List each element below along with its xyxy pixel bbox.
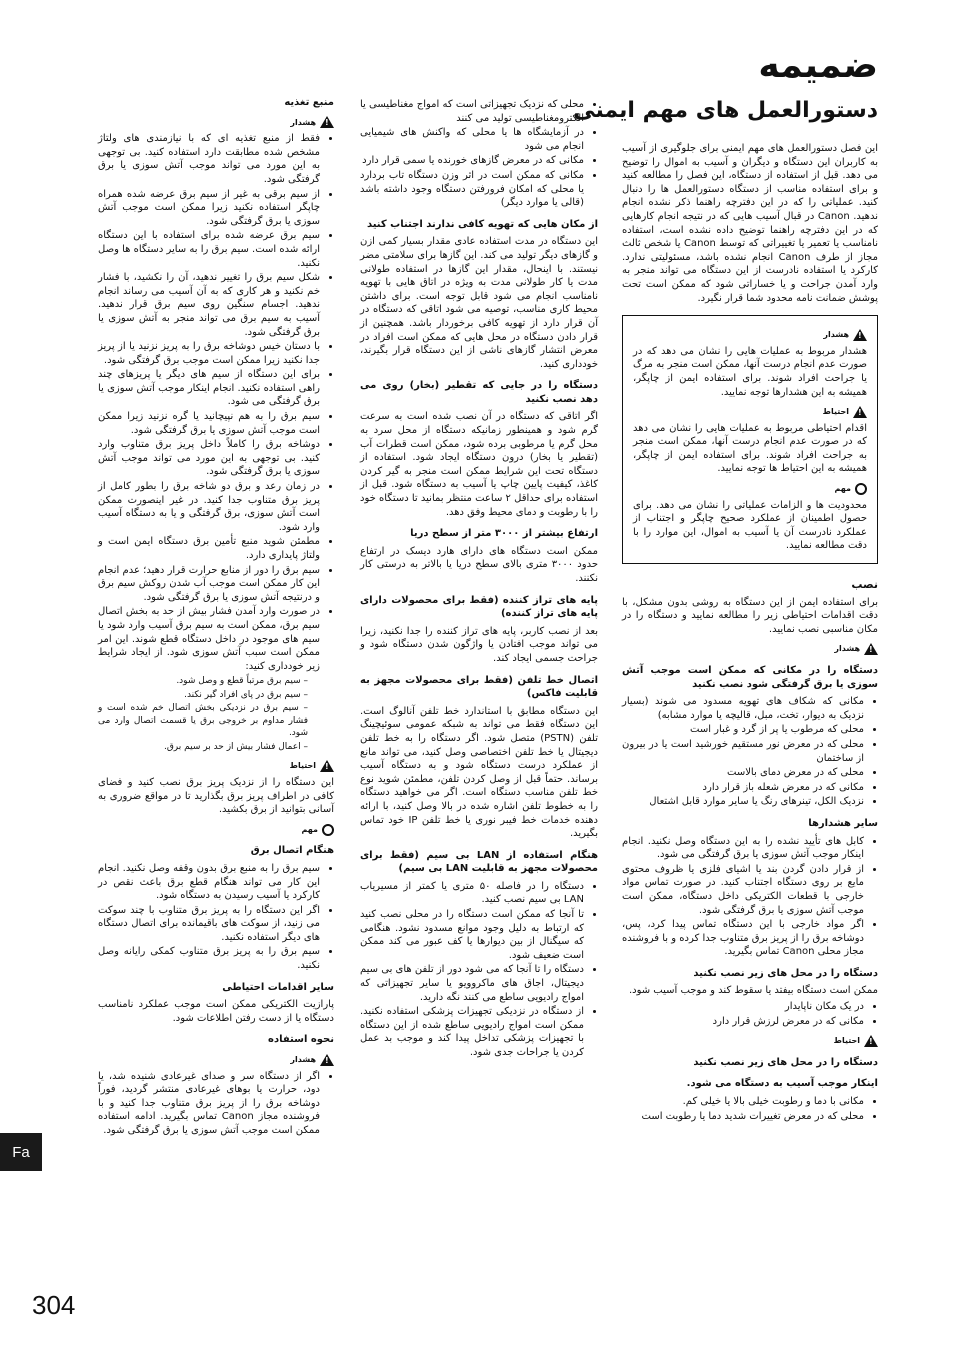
power-sublist	[98, 675, 320, 753]
list-item: • محلی که نزدیک تجهیزاتی است که امواج مغناطیسی یا الکترومغناطیسی تولید می کنند	[360, 98, 584, 125]
warning-icon	[320, 1054, 334, 1066]
list-item: • مکانی که در معرض لرزش قرار دارد	[622, 1015, 864, 1029]
fall-heading: دستگاه را در محل های زیر نصب نکنید	[693, 967, 878, 979]
warning-text: هشدار مربوط به عملیات هایی را نشان می دهد که در صورت عدم انجام درست آنها، ممکن است منجر به مرگ یا جراحت افراد شوند. برای استفاده ایمن از چاپگر، همیشه به این هشدارها توجه نمایید.	[633, 345, 867, 398]
phone-heading: اتصال خط تلفن (فقط برای محصولات مجهز به قابلیت فاکس)	[360, 674, 598, 700]
warning-icon	[320, 116, 334, 128]
caution-tag	[98, 759, 334, 773]
list-item: • با دستان خیس دوشاخه برق را به پریز نزنید یا از پریز جدا نکنید زیرا ممکن است موجب برق گرفتگی شود.	[98, 340, 320, 367]
location-list	[360, 98, 598, 210]
list-item: • محلی که در معرض تغییرات شدید دما یا رطوبت است	[622, 1110, 864, 1124]
power-heading: منبع تغذیه	[284, 97, 334, 108]
damage-heading: دستگاه را در محل های زیر نصب نکنید	[693, 1056, 878, 1068]
important-label: مهم	[301, 824, 318, 834]
list-item	[98, 605, 320, 753]
sub-item: – سیم برق مرتباً قطع و وصل شود.	[98, 675, 308, 688]
list-item: • سیم برق را به هم نپیچانید یا گره نزنید زیرا ممکن است موجب آتش سوزی یا برق گرفتگی شود.	[98, 410, 320, 437]
list-item: • تا آنجا که ممکن است دستگاه را در محلی نصب کنید که ارتباط به دلیل وجود موانع مسدود نشود. هنگامی که سیگنال از بین دیوارها یا کف عبور می کند ممکن است ضعیف شود.	[360, 908, 584, 962]
connect-list	[98, 862, 334, 973]
phone-text: این دستگاه مطابق با استاندارد خط تلفن آنالوگ است. این دستگاه فقط می تواند به شبکه عمومی سوئیچینگ تلفن (PSTN) متصل شود. اگر دستگاه را به خط تلفن دیجیتال یا خط تلفن اختصاصی وصل کنید، می تواند مانع از عملکرد درست دستگاه شود و به دستگاه آسیب برساند. حتماً قبل از وصل کردن تلفن، مطمئن شوید نوع خط تلفن مناسب دستگاه است. اگر می خواهید دستگاه را به خطوط تلفن اشاره شده در بالا وصل کنید، با ارائه دهنده خدمات خط فیبر نوری یا خط تلفن IP خود تماس بگیرید.	[360, 705, 599, 840]
list-item: • از قرار دادن گردن بند یا اشیای فلزی یا ظروف محتوی مایع بر روی دستگاه اجتناب کنید. در صورت تماس مواد خارجی با قطعات الکتریکی داخل دستگاه، ممکن است موجب آتش سوزی یا برق گرفتگی شود.	[622, 863, 864, 917]
connect-heading: هنگام اتصال برق	[250, 845, 334, 857]
caution-label: احتیاط	[289, 761, 316, 771]
warning-label: هشدار	[290, 117, 316, 127]
caution-label: احتیاط	[822, 407, 849, 417]
list-item: • نزدیک الکل، تینرهای رنگ یا سایر موارد قابل اشتعال	[622, 795, 864, 809]
damage-subheading: اینکار موجب آسیب به دستگاه می شود.	[686, 1078, 878, 1090]
fire-list	[622, 695, 878, 809]
feet-heading: پایه های تراز کننده (فقط برای محصولات دارای پایه های تراز کننده)	[360, 594, 598, 620]
right-column	[622, 142, 878, 1129]
lan-list	[360, 880, 598, 1060]
list-item: • محلی که در معرض دمای بالاست	[622, 766, 864, 780]
warning-icon	[864, 643, 878, 655]
list-item: • سیم برق را به منبع برق بدون وقفه وصل نکنید. انجام این کار می تواند هنگام قطع برق باعث نقص در کارکرد یا آسیب رسیدن به دستگاه شود.	[98, 862, 320, 903]
warning-label: هشدار	[834, 644, 860, 654]
sub-item: – سیم برق در پای افراد گیر نکند.	[98, 689, 308, 702]
fire-heading: دستگاه را در مکانی که ممکن است موجب آتش سوزی یا برق گرفتگی شود نصب نکنید	[622, 665, 878, 690]
list-item: • برای این دستگاه از سیم های دیگر یا پریزهای چند راهی استفاده نکنید. انجام اینکار موجب آتش سوزی یا برق گرفتگی می شود.	[98, 368, 320, 409]
power-caution-text: این دستگاه را از نزدیک پریز برق نصب کنید و فضای کافی در اطراف پریز برق بگذارید تا در مواقع ضروری به آسانی بتوانید از برق بکشید.	[98, 776, 334, 816]
list-item: • مطمئن شوید منبع تأمین برق دستگاه ایمن است و ولتاژ پایداری دارد.	[98, 535, 320, 562]
install-heading: نصب	[851, 578, 878, 592]
warning-tag	[622, 642, 878, 656]
warning-tag	[98, 1053, 334, 1067]
important-icon	[322, 824, 334, 836]
list-item: • دستگاه را تا آنجا که می شود دور از تلفن های بی سیم دیجیتال، اجاق های ماکروویو یا سایر تجهیزاتی که امواج رادیویی ساطع می کنند نگه دارید.	[360, 963, 584, 1004]
power-list	[98, 132, 334, 753]
list-item: • از دستگاه در نزدیکی تجهیزات پزشکی استفاده نکنید. ممکن است امواج رادیویی ساطع شده از این دستگاه با تجهیزات پزشکی تداخل پیدا کند و موجب بد عمل کردن یا جراحات جدی شود.	[360, 1005, 584, 1059]
list-item: • اگر از دستگاه سر و صدای غیرعادی شنیده شد، یا دود، حرارت یا بوهای غیرعادی منتشر گردید، فوراً دوشاخه برق را از پریز برق متناوب جدا کنید و با فروشنده مجاز Canon تماس بگیرید. ادامه استفاده ممکن است موجب آتش سوزی یا برق گرفتگی شود.	[98, 1070, 320, 1138]
caution-icon	[320, 760, 334, 772]
condensation-text: اگر اتاقی که دستگاه در آن نصب شده است به سرعت گرم شود و همینطور زمانیکه دستگاه از محل سرد به محل گرم یا مرطوبی برده شود، ممکن است قطرات آب (تقطیر یا بخار) درون دستگاه ایجاد شود. استفاده از دستگاه تحت این شرایط ممکن است منجر به گیر کردن کاغذ، کیفیت پایین چاپ یا آسیب به دستگاه شود. قبل از استفاده برای حداقل ۲ ساعت منتظر بمانید تا دستگاه خود را با رطوبت و دمای محیط وفق دهد.	[360, 411, 598, 518]
list-item: • مکانی که در معرض شعله باز قرار دارد	[622, 781, 864, 795]
list-item: • در آزمایشگاه ها یا محلی که واکنش های شیمیایی انجام می شود	[360, 126, 584, 153]
list-item: • مکانی که شکاف های تهویه مسدود می شوند (بسیار نزدیک به دیوار، تخت، مبل، قالیچه یا موارد مشابه)	[622, 695, 864, 722]
warning-label: هشدار	[290, 1055, 316, 1065]
warning-label: هشدار	[823, 330, 849, 340]
caution-tag	[622, 1034, 878, 1048]
intro-text: این فصل دستورالعمل های مهم ایمنی برای جلوگیری از آسیب به کاربران این دستگاه و دیگران و آسیب به اموال را توضیح می دهد. قبل از استفاده از دستگاه، این فصل را مطالعه کنید و برای استفاده مناسب از دستگاه دستورالعمل ها را دنبال کنید. عملیاتی را که در این دفترچه راهنما ذکر نشده انجام ندهید. Canon در قبال آسیب هایی که در نتیجه انجام کارهایی که در این دفترچه راهنما توضیح داده نشده است، استفاده نامناسب یا تعمیر یا تغییراتی که توسط Canon یا شخص ثالث مجاز از طرف Canon انجام نشده باشد، مسئولیتی ندارد. کارکرد یا استفاده نادرست از این دستگاه می تواند منجر به وارد آمدن جراحت و یا خساراتی شود که ممکن است تحت پوشش ضمانت نامه محدود شما قرار نگیرد.	[622, 143, 878, 304]
important-label: مهم	[834, 484, 851, 494]
sub-item: – سیم برق در نزدیکی بخش اتصال خم شده است و فشار مداوم بر خروجی برق یا قسمت اتصال وارد می شود.	[98, 702, 308, 740]
vent-heading: از مکان هایی که تهویه کافی ندارند اجتناب کنید	[366, 218, 598, 230]
warning-icon	[853, 329, 867, 341]
caution-label: احتیاط	[833, 1036, 860, 1046]
warning-tag	[633, 328, 867, 342]
page-number: 304	[32, 1290, 76, 1320]
list-item: • شکل سیم برق را تغییر ندهید، آن را نکشید، با فشار خم نکنید و هر کاری که به آن آسیب می رساند انجام ندهید. اجسام سنگین روی سیم برق قرار ندهید. آسیب به سیم برق می تواند منجر به آتش سوزی یا برق گرفتگی شود.	[98, 271, 320, 339]
handling-list	[98, 1070, 334, 1138]
other-heading: سایر هشدارها	[808, 817, 878, 829]
list-item: • سیم برق عرضه شده برای استفاده با این دستگاه ارائه شده است. سیم برق را به سایر دستگاه ها وصل نکنید.	[98, 229, 320, 270]
list-item: • دوشاخه برق را کاملاً داخل پریز برق متناوب وارد کنید. بی توجهی به این مورد می تواند موجب آتش سوزی یا برق گرفتگی شود.	[98, 438, 320, 479]
list-item: • دستگاه را در فاصله ۵۰ متری یا کمتر از مسیریاب LAN بی سیم نصب کنید.	[360, 880, 584, 907]
list-item: • مکانی که در معرض گازهای خورنده یا سمی قرار دارد	[360, 154, 584, 168]
caution-icon	[853, 406, 867, 418]
caution-icon	[864, 1035, 878, 1047]
page-title: ضمیمه	[758, 45, 878, 86]
misc-heading: سایر اقدامات احتیاطی	[222, 981, 334, 993]
important-tag	[633, 482, 867, 496]
list-item: • از سیم برقی به غیر از سیم برق عرضه شده همراه چاپگر استفاده نکنید زیرا ممکن است موجب آتش سوزی یا برق گرفتگی شود.	[98, 188, 320, 229]
list-item: • محلی که مرطوب یا پر از گرد و غبار است	[622, 723, 864, 737]
feet-text: بعد از نصب کاربر، پایه های تراز کننده را جدا نکنید، زیرا می تواند موجب افتادن یا واژگون شدن دستگاه شود و جراحت جسمی ایجاد کند.	[360, 625, 598, 664]
list-item: • اگر این دستگاه را به پریز برق متناوب با چند سوکت می زنید، از سوکت های باقیمانده برای اتصال دستگاه های دیگر استفاده نکنید.	[98, 904, 320, 945]
list-item: • مکانی با دما و رطوبت خیلی بالا یا خیلی کم.	[622, 1095, 864, 1109]
caution-text: اقدام احتیاطی مربوط به عملیات هایی را نشان می دهد که در صورت عدم انجام درست آنها، ممکن است منجر به جراحت افراد شوند. برای استفاده ایمن از چاپگر، همیشه به این احتیاط ها توجه نمایید.	[633, 422, 867, 475]
list-item: • در یک مکان ناپایدار	[622, 1000, 864, 1014]
important-text: محدودیت ها و الزامات عملیاتی را نشان می دهد. برای حصول اطمینان از عملکرد صحیح چاپگر و اجتناب از عملکرد نادرست آن یا آسیب به اموال، این موارد را با دقت مطالعه نمایید.	[633, 499, 867, 552]
list-item: • سیم برق را به پریز برق متناوب کمکی رایانه وصل نکنید.	[98, 945, 320, 972]
list-item: • سیم برق را دور از منابع حرارت قرار دهید؛ عدم انجام این کار ممکن است موجب آب شدن روکش سیم برق و درنتیجه آتش سوزی یا برق گرفتگی شود.	[98, 564, 320, 605]
caution-tag	[633, 405, 867, 419]
altitude-text: ممکن است دستگاه های دارای هارد دیسک در ارتفاع حدود ۳۰۰۰ متری بالای سطح دریا یا بالاتر به درستی کار نکنند.	[360, 545, 598, 584]
handling-heading: نحوه استفاده	[268, 1034, 334, 1046]
notice-box	[622, 315, 878, 564]
list-item-text: در صورت وارد آمدن فشار بیش از حد به بخش اتصال سیم برق، ممکن است به سیم برق آسیب وارد شود یا سیم های موجود در داخل دستگاه قطع شوند. این امر ممکن است سبب آتش سوزی شود. از ایجاد شرایط زیر خودداری کنید:	[98, 606, 320, 672]
fall-text: ممکن است دستگاه بیفتد یا سقوط کند و موجب آسیب شود.	[628, 985, 878, 997]
list-item: • محلی که در معرض نور مستقیم خورشید است یا در بیرون از ساختمان	[622, 738, 864, 765]
install-text: برای استفاده ایمن از این دستگاه به روشی بدون مشکل، با دقت اقدامات احتیاطی زیر را مطالعه نمایید و دستگاه را در مکان مناسبی نصب نمایید.	[622, 596, 878, 635]
list-item: • فقط از منبع تغذیه ای که با نیازمندی های ولتاژ مشخص شده مطابقت دارد استفاده کنید. بی توجهی به این مورد می تواند موجب آتش سوزی یا برق گرفتگی شود.	[98, 132, 320, 186]
section-title: دستورالعمل های مهم ایمنی	[573, 98, 878, 123]
language-tab: Fa	[0, 1133, 42, 1171]
middle-column	[360, 98, 598, 1066]
lan-heading: هنگام استفاده از LAN بی سیم (فقط برای محصولات مجهز به قابلیت LAN بی سیم)	[360, 849, 598, 875]
sub-item: – اعمال فشار بیش از حد بر سیم برق.	[98, 741, 308, 754]
left-column	[98, 96, 334, 1144]
warning-tag	[98, 116, 334, 130]
list-item: • اگر مواد خارجی با این دستگاه تماس پیدا کرد، پس، دوشاخه برق را از پریز برق متناوب جدا کرده و با فروشنده مجاز محلی Canon تماس بگیرید.	[622, 918, 864, 959]
condensation-heading: دستگاه را در جایی که تقطیر (بخار) روی می دهد نصب نکنید	[360, 380, 598, 405]
important-icon	[855, 483, 867, 495]
altitude-heading: ارتفاع بیشتر از ۳۰۰۰ متر از سطح دریا	[410, 528, 598, 540]
list-item: • مکانی که ممکن است در اثر وزن دستگاه تاب بردارد یا محلی که امکان فرورفتن دستگاه وجود داشته باشد (قالی یا موارد دیگر)	[360, 169, 584, 210]
fall-list	[622, 1000, 878, 1028]
damage-list	[622, 1095, 878, 1123]
other-list	[622, 835, 878, 959]
misc-text: پارازیت الکتریکی ممکن است موجب عملکرد نامناسب دستگاه یا از دست رفتن اطلاعات شود.	[98, 999, 334, 1024]
list-item: • در زمان رعد و برق دو شاخه برق را بطور کامل از پریز برق متناوب جدا کنید. در غیر اینصورت ممکن است آتش سوزی، برق گرفتگی و یا به دستگاه آسیب وارد شود.	[98, 480, 320, 534]
vent-text: این دستگاه در مدت استفاده عادی مقدار بسیار کمی ازن و گازهای دیگر تولید می کند. این گازها برای سلامتی مضر نیستند. با اینحال، مقدار این گازها در استفاده طولانی مدت یا کار طولانی مدت به ویژه در اتاق هایی با تهویه نامناسب انجام می شود قابل توجه است. برای داشتن محیط کاری مناسب، توصیه می شود اتاقی که دستگاه در آن قرار دارد از تهویه کافی برخوردار باشد. همچنین از قرار دادن دستگاه در محل هایی که ممکن است افراد در معرض انتشار گازهای ناشی از این دستگاه قرار بگیرند، خودداری کنید.	[360, 236, 598, 370]
list-item: • کابل های تأیید نشده را به این دستگاه وصل نکنید. انجام اینکار موجب آتش سوزی یا برق گرفتگی می شود.	[622, 835, 864, 862]
important-tag	[98, 823, 334, 837]
